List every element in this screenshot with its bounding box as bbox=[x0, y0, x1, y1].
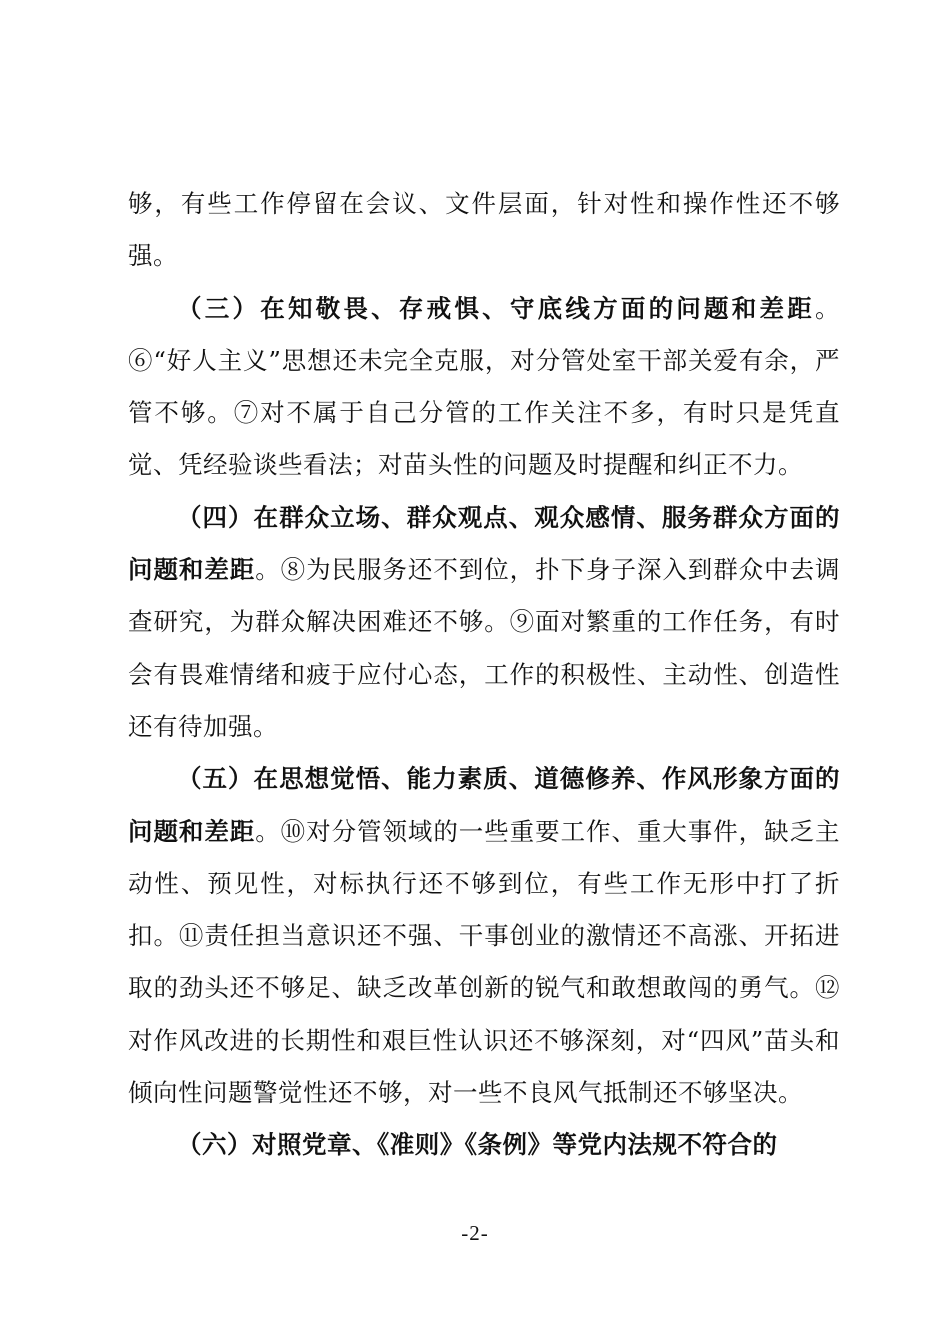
section-heading: （四）在群众立场、群众观点、观众感情、服务群众方面的问题和差距 bbox=[128, 502, 840, 585]
paragraph-text: 。⑩对分管领域的一些重要工作、重大事件，缺乏主动性、预见性，对标执行还不够到位，有些工作无形中打了折扣。⑪责任担当意识还不强、干事创业的激情还不高涨、开拓进取的劲头还不够足、缺乏改革创新的锐气和敢想敢闯的勇气。⑫对作风改进的长期性和艰巨性认识还不够深刻，对“四风”苗头和倾向性问题警觉性还不够，对一些不良风气抵制还不够坚决。 bbox=[128, 816, 841, 1108]
page-number: -2- bbox=[461, 1221, 489, 1245]
document-body bbox=[128, 178, 840, 1172]
paragraph-continuation bbox=[128, 178, 840, 283]
paragraph-text: 够，有些工作停留在会议、文件层面，针对性和操作性还不够强。 bbox=[128, 189, 840, 271]
paragraph-text: 。⑧为民服务还不到位，扑下身子深入到群众中去调查研究，为群众解决困难还不够。⑨面对繁重的工作任务，有时会有畏难情绪和疲于应付心态，工作的积极性、主动性、创造性还有待加强。 bbox=[128, 555, 841, 741]
paragraph-text: 。⑥“好人主义”思想还未完全克服，对分管处室干部关爱有余，严管不够。⑦对不属于自己分管的工作关注不多，有时只是凭直觉、凭经验谈些看法；对苗头性的问题及时提醒和纠正不力。 bbox=[128, 293, 840, 480]
paragraph-section-6 bbox=[128, 1119, 840, 1171]
paragraph-section-3 bbox=[128, 283, 840, 492]
paragraph-section-5 bbox=[128, 753, 840, 1119]
section-heading: （六）对照党章、《准则》《条例》等党内法规不符合的 bbox=[177, 1130, 778, 1160]
paragraph-section-4 bbox=[128, 492, 840, 753]
section-heading: （五）在思想觉悟、能力素质、道德修养、作风形象方面的问题和差距 bbox=[128, 764, 840, 846]
section-heading: （三）在知敬畏、存戒惧、守底线方面的问题和差距 bbox=[177, 293, 815, 323]
